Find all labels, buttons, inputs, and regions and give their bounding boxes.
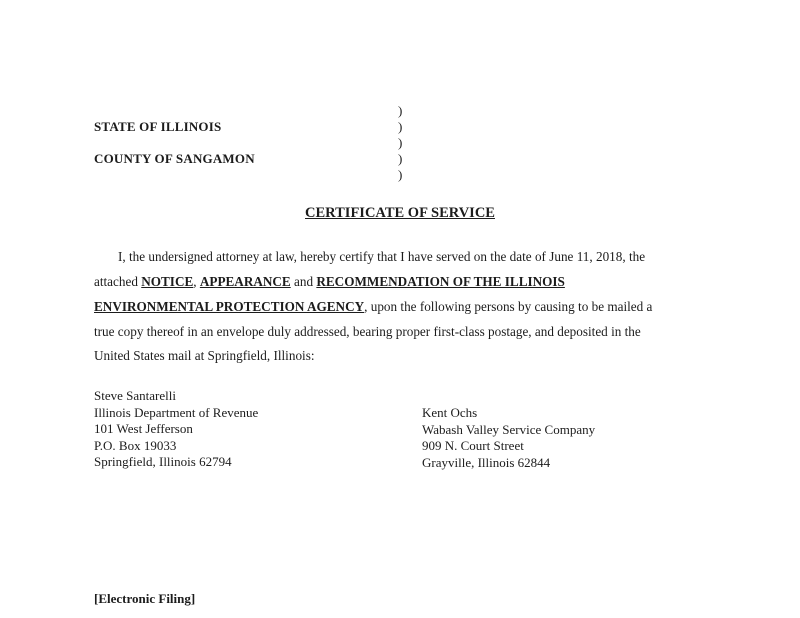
state-caption: STATE OF ILLINOIS: [94, 119, 222, 134]
body-line-2: [94, 274, 565, 290]
body-line-1: I, the undersigned attorney at law, hereby certify that I have served on the date of June 11, 2018, the: [118, 249, 646, 264]
address-line: Grayville, Illinois 62844: [422, 454, 551, 470]
caption-paren: ): [398, 151, 403, 166]
address-line: Steve Santarelli: [94, 388, 176, 403]
caption-paren: ): [398, 167, 403, 182]
document-title: CERTIFICATE OF SERVICE: [305, 205, 495, 221]
body-line-5: United States mail at Springfield, Illinois:: [94, 348, 315, 363]
address-line: 909 N. Court Street: [422, 438, 524, 453]
address-line: P.O. Box 19033: [94, 437, 177, 453]
address-line: 101 West Jefferson: [94, 421, 193, 436]
recipient-address-1: [94, 388, 258, 471]
appearance-link: APPEARANCE: [199, 274, 291, 289]
caption-paren: ): [398, 135, 403, 150]
agency-name: ENVIRONMENTAL PROTECTION AGENCY: [94, 299, 365, 314]
body-line-3: [94, 299, 652, 315]
text-and: and: [290, 274, 317, 289]
caption-paren: ): [398, 119, 403, 134]
caption-paren: ): [398, 103, 403, 118]
address-line: Springfield, Illinois 62794: [94, 454, 232, 469]
address-line: Wabash Valley Service Company: [422, 421, 596, 437]
electronic-filing-label: [Electronic Filing]: [94, 591, 196, 606]
text-upon: , upon the following persons by causing to be mailed a: [364, 299, 653, 314]
address-line: Kent Ochs: [422, 405, 478, 420]
text-comma: ,: [193, 274, 200, 289]
county-caption: COUNTY OF SANGAMON: [94, 151, 255, 166]
body-line-4: true copy thereof in an envelope duly addressed, bearing proper first-class postage, and deposited in the: [94, 324, 641, 339]
recipient-address-2: [422, 405, 595, 471]
notice-link: NOTICE: [141, 274, 194, 289]
recommendation-link: RECOMMENDATION OF THE ILLINOIS: [316, 274, 565, 289]
text-attached: attached: [94, 274, 142, 289]
address-line: Illinois Department of Revenue: [94, 404, 259, 420]
